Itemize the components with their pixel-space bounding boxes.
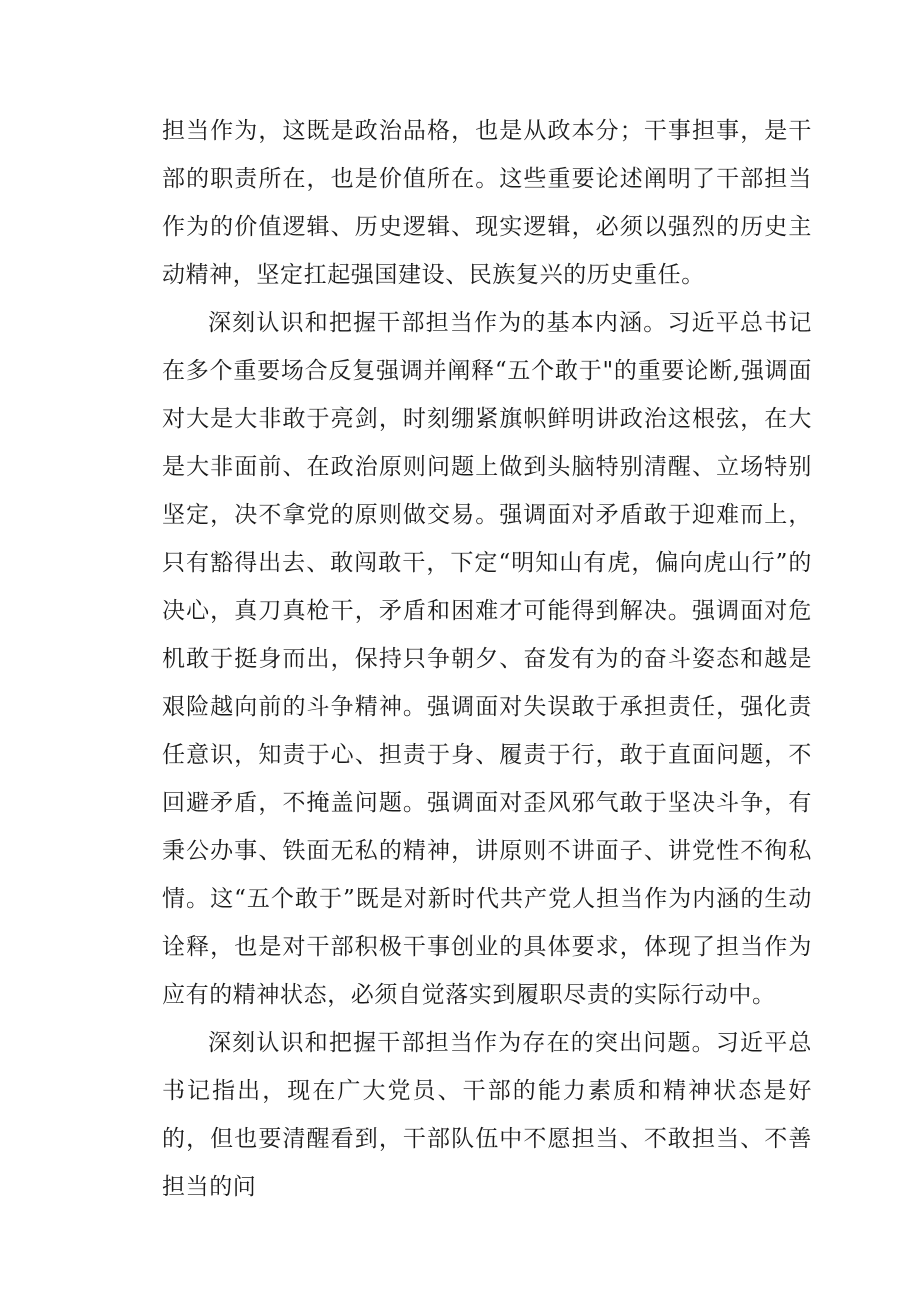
- paragraph-text: 担当作为，这既是政治品格，也是从政本分；干事担事，是干部的职责所在，也是价值所在。这些重要论述阐明了干部担当作为的价值逻辑、历史逻辑、现实逻辑，必须以强烈的历史主动精神，坚定扛起强国建设、民族复兴的历史重任。: [162, 118, 812, 288]
- paragraph-text: 深刻认识和把握干部担当作为的基本内涵。习近平总书记在多个重要场合反复强调并阐释“五个敢于"的重要论断,强调面对大是大非敢于亮剑，时刻绷紧旗帜鲜明讲政治这根弦，在大是大非面前、在政治原则问题上做到头脑特别清醒、立场特别坚定，决不拿党的原则做交易。强调面对矛盾敢于迎难而上，只有豁得出去、敢闯敢干，下定“明知山有虎，偏向虎山行”的决心，真刀真枪干，矛盾和困难才可能得到解决。强调面对危机敢于挺身而出，保持只争朝夕、奋发有为的奋斗姿态和越是艰险越向前的斗争精神。强调面对失误敢于承担责任，强化责任意识，知责于心、担责于身、履责于行，敢于直面问题，不回避矛盾，不掩盖问题。强调面对歪风邪气敢于坚决斗争，有秉公办事、铁面无私的精神，讲原则不讲面子、讲党性不徇私情。这“五个敢于”既是对新时代共产党人担当作为内涵的生动诠释，也是对干部积极干事创业的具体要求，体现了担当作为应有的精神状态，必须自觉落实到履职尽责的实际行动中。: [162, 310, 812, 1008]
- paragraph-prominent-problems: [162, 1019, 812, 1211]
- paragraph-text: 深刻认识和把握干部担当作为存在的突出问题。习近平总书记指出，现在广大党员、干部的能力素质和精神状态是好的，但也要清醒看到，干部队伍中不愿担当、不敢担当、不善担当的问: [162, 1030, 812, 1200]
- paragraph-continuation: [162, 107, 812, 299]
- paragraph-basic-connotation: [162, 299, 812, 1019]
